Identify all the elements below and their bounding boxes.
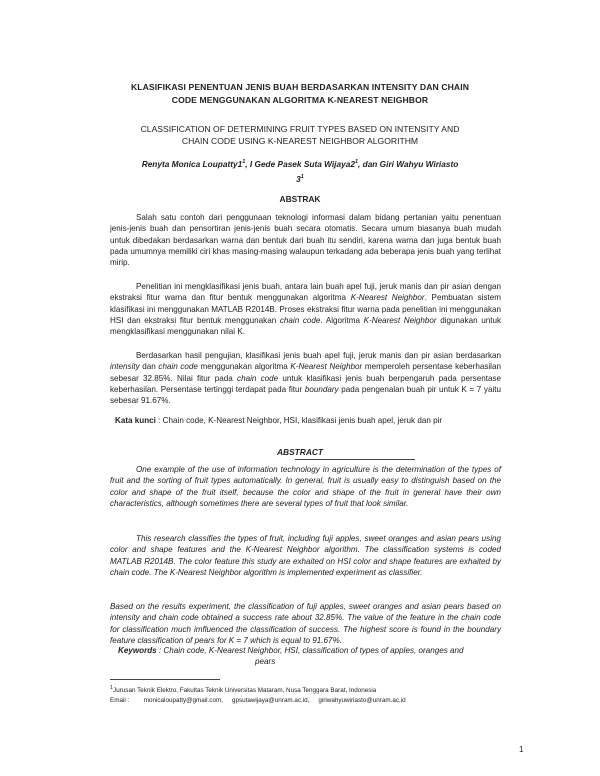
keywords-text: : Chain code, K-Nearest Neighbor, HSI, classification of types of apples, oranges and [156, 646, 464, 655]
abstract-paragraph-1: One example of the use of information technology in agriculture is the determination of the types of fruit and the sorting of fruit types automatically. In general, fruit is usually easy to distinguish based on the color and shape of the fruit itself, because the color and shape of the fruit in general have their own characteristics, although sometimes there are several types of fruit that look similar. [110, 465, 501, 508]
email-link[interactable]: gpsutawijaya@unram.ac.id, [231, 697, 310, 705]
footnote-marker: 1 [110, 685, 114, 691]
abstract-paragraph-3: Based on the results experiment, the classification of fuji apples, sweet oranges and asian pears based on intensity and chain code obtained a success rate about 32.85%. The value of the feature in the chain code for classification much imfluenced the classification of success. The highest score is found in the boundary feature classification of pears for K = 7 which is equal to 91.67%. [110, 602, 501, 645]
paper-title [110, 81, 490, 106]
keywords [118, 645, 502, 667]
author-1: Renyta Monica Loupatty1 [141, 158, 243, 169]
title-line: KLASIFIKASI PENENTUAN JENIS BUAH BERDASARKAN INTENSITY DAN CHAIN [130, 82, 470, 92]
abstract-paragraph-2: This research classifies the types of fruit, including fuji apples, sweet oranges and asian pears using color and shape features and the K-Nearest Neighbor algorithm. The classification systems is coded MATLAB R2014B. The color feature this study are exhaited on HSI color and shape features are exhaited by chain code. The K-Nearest Neighbor algorithm is implemented experiment as classifier. [110, 534, 501, 577]
email-link[interactable]: giriwahyuwiriasto@unram.ac.id [318, 697, 406, 705]
author-2: , I Gede Pasek Suta Wijaya2 [245, 158, 355, 169]
author-3-number: 3 [296, 173, 301, 184]
title-line: CODE MENGGUNAKAN ALGORITMA K-NEAREST NEIGHBOR [171, 94, 429, 105]
author-3-affiliation: 1 [300, 173, 304, 180]
kata-kunci [115, 415, 501, 426]
page-number: 1 [519, 745, 524, 754]
author-1-affiliation: 1 [242, 159, 246, 165]
email-link[interactable]: monicaloupatty@gmail.com, [143, 697, 223, 705]
abstract-heading-rule [295, 459, 415, 460]
abstrak-paragraph-3: Berdasarkan hasil pengujian, klasifikasi jenis buah apel fuji, jeruk manis dan pir asian berdasarkan intensity dan chain code menggunakan algoritma K-Nearest Neighbor memperoleh persentase keberhasilan sebesar 32.85%. Nilai fitur pada chain code untuk klasifikasi jenis buah berpengaruh pada persentase keberhasilan. Persentase tertinggi terdapat pada fitur boundary pada pengenalan buah pir untuk K = 7 yaitu sebesar 91.67%. [110, 351, 502, 406]
footnote-rule [110, 679, 220, 680]
footnote [110, 683, 500, 706]
author-list [100, 156, 500, 186]
english-title-line: CHAIN CODE USING K-NEAREST NEIGHBOR ALGORITHM [181, 135, 419, 146]
abstrak-heading: ABSTRAK [279, 194, 321, 204]
abstrak-paragraph-2: Penelitian ini mengklasifikasi jenis buah, antara lain buah apel fuji, jeruk manis dan pir asian dengan ekstraksi fitur warna dan fitur bentuk menggunakan algoritma K-Nearest Neighbor. Pembuatan sistem klasifikasi ini menggunakan MATLAB R2014B. Proses ekstraksi fitur warna pada penelitian ini menggunakan HSI dan ekstraksi fitur bentuk menggunakan chain code. Algoritma K-Nearest Neighbor digunakan untuk mengklasifikasi menggunakan nilai K. [110, 282, 502, 337]
keywords-continuation: pears [255, 657, 276, 666]
english-title-line: CLASSIFICATION OF DETERMINING FRUIT TYPES BASED ON INTENSITY AND [140, 124, 460, 134]
abstract-heading: ABSTRACT [276, 447, 324, 457]
english-title [105, 124, 495, 147]
author-3: , dan Giri Wahyu Wiriasto [358, 158, 459, 169]
abstrak-paragraph-1: Salah satu contoh dari penggunaan teknologi informasi dalam bidang pertanian yaitu penentuan jenis-jenis buah dan pensortiran jenis-jenis buah secara otomatis. Secara umum biasanya buah mudah untuk dibedakan berdasarkan warna dan bentuk dari buah itu sendiri, karena warna dan juga bentuk buah pada umumnya memiliki ciri khas masing-masing walaupun terkadang ada beberapa jenis buah yang terlihat mirip. [110, 213, 501, 268]
author-2-affiliation: 1 [354, 159, 359, 165]
email-label: Email : [110, 697, 130, 705]
kata-kunci-text: : Chain code, K-Nearest Neighbor, HSI, klasifikasi jenis buah apel, jeruk dan pir [155, 416, 443, 425]
kata-kunci-label: Kata kunci [115, 416, 156, 425]
footnote-affiliation: Jurusan Teknik Elektro, Fakultas Teknik Universitas Mataram, Nusa Tenggara Barat, Indonesia [113, 687, 377, 695]
keywords-label: Keywords [118, 646, 157, 655]
